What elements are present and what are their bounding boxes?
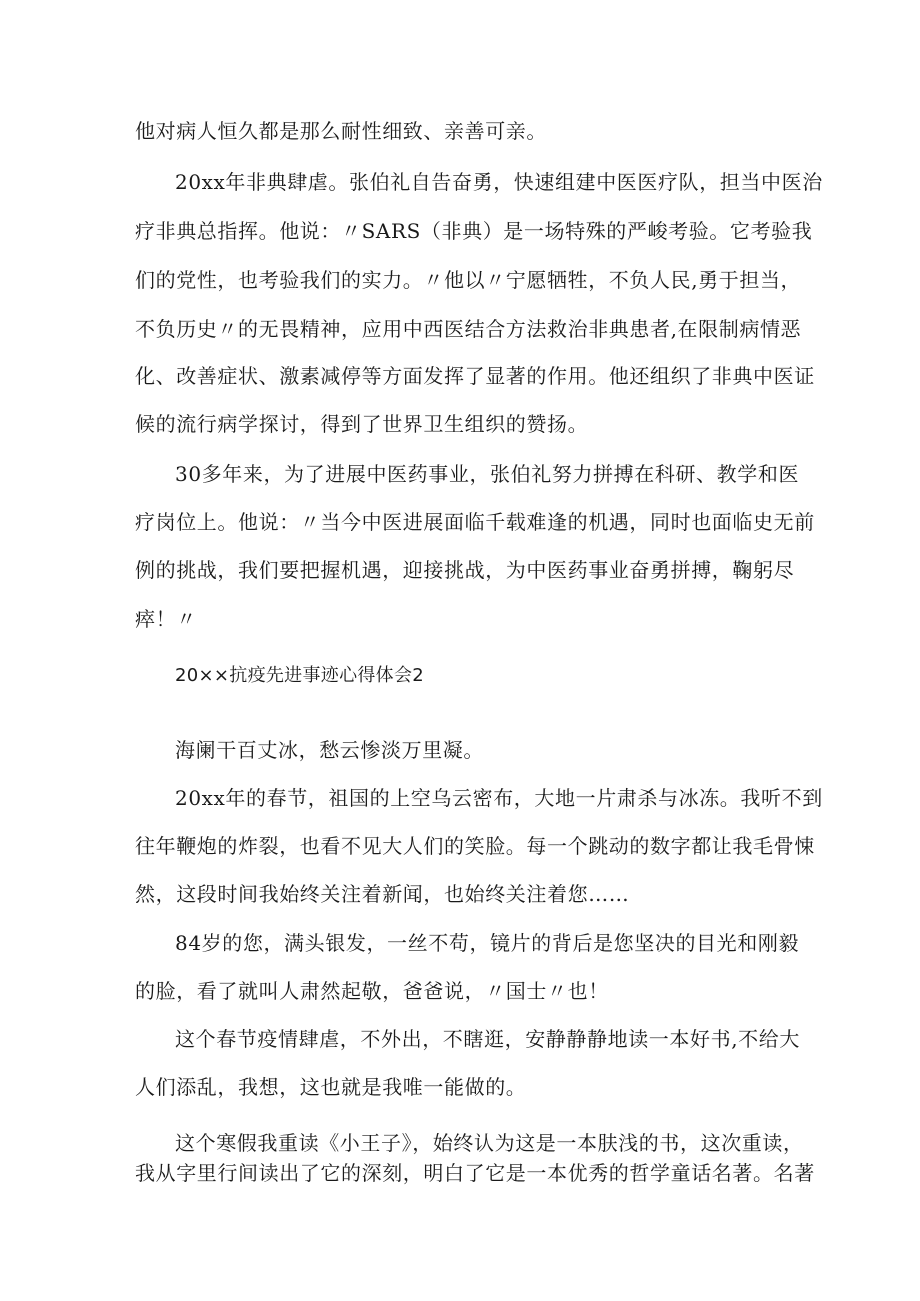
paragraph-line: 84岁的您，满头银发，一丝不苟，镜片的背后是您坚决的目光和刚毅 (175, 931, 800, 955)
section-heading: 20××抗疫先进事迹心得体会2 (175, 665, 425, 686)
paragraph-line: 他对病人恒久都是那么耐性细致、亲善可亲。 (135, 119, 547, 143)
paragraph-line: 20xx年的春节，祖国的上空乌云密布，大地一片肃杀与冰冻。我听不到 (175, 786, 823, 810)
paragraph-line: 疗岗位上。他说：〃当今中医进展面临千载难逢的机遇，同时也面临史无前 (135, 510, 815, 534)
paragraph-line: 这个寒假我重读《小王子》，始终认为这是一本肤浅的书，这次重读， (175, 1131, 804, 1155)
paragraph-line: 人们添乱，我想，这也就是我唯一能做的。 (135, 1075, 527, 1099)
paragraph-line: 海阑干百丈冰，愁云惨淡万里凝。 (175, 738, 484, 762)
paragraph-line: 化、改善症状、激素减停等方面发挥了显著的作用。他还组织了非典中医证 (135, 364, 815, 388)
paragraph-line: 的脸，看了就叫人肃然起敬，爸爸说，〃国士〃也！ (135, 979, 609, 1003)
paragraph-line: 我从字里行间读出了它的深刻，明白了它是一本优秀的哲学童话名著。名著 (135, 1161, 815, 1185)
paragraph-line: 不负历史〃的无畏精神，应用中西医结合方法救治非典患者,在限制病情恶 (135, 317, 802, 341)
paragraph-line: 往年鞭炮的炸裂，也看不见大人们的笑脸。每一个跳动的数字都让我毛骨悚 (135, 834, 815, 858)
paragraph-line: 例的挑战，我们要把握机遇，迎接挑战，为中医药事业奋勇拼搏，鞠躬尽 (135, 558, 795, 582)
paragraph-line: 20xx年非典肆虐。张伯礼自告奋勇，快速组建中医医疗队，担当中医治 (175, 170, 823, 194)
paragraph-line: 们的党性，也考验我们的实力。〃他以〃宁愿牺牲，不负人民,勇于担当， (135, 268, 802, 292)
paragraph-line: 疗非典总指挥。他说：〃SARS（非典）是一场特殊的严峻考验。它考验我 (135, 219, 813, 243)
paragraph-line: 瘁！〃 (135, 607, 197, 631)
paragraph-line: 候的流行病学探讨，得到了世界卫生组织的赞扬。 (135, 412, 589, 436)
paragraph-line: 30多年来，为了进展中医药事业，张伯礼努力拼搏在科研、教学和医 (175, 462, 800, 486)
paragraph-line: 这个春节疫情肆虐，不外出，不瞎逛，安静静静地读一本好书,不给大 (175, 1027, 800, 1051)
paragraph-line: 然，这段时间我始终关注着新闻，也始终关注着您…… (135, 882, 630, 906)
